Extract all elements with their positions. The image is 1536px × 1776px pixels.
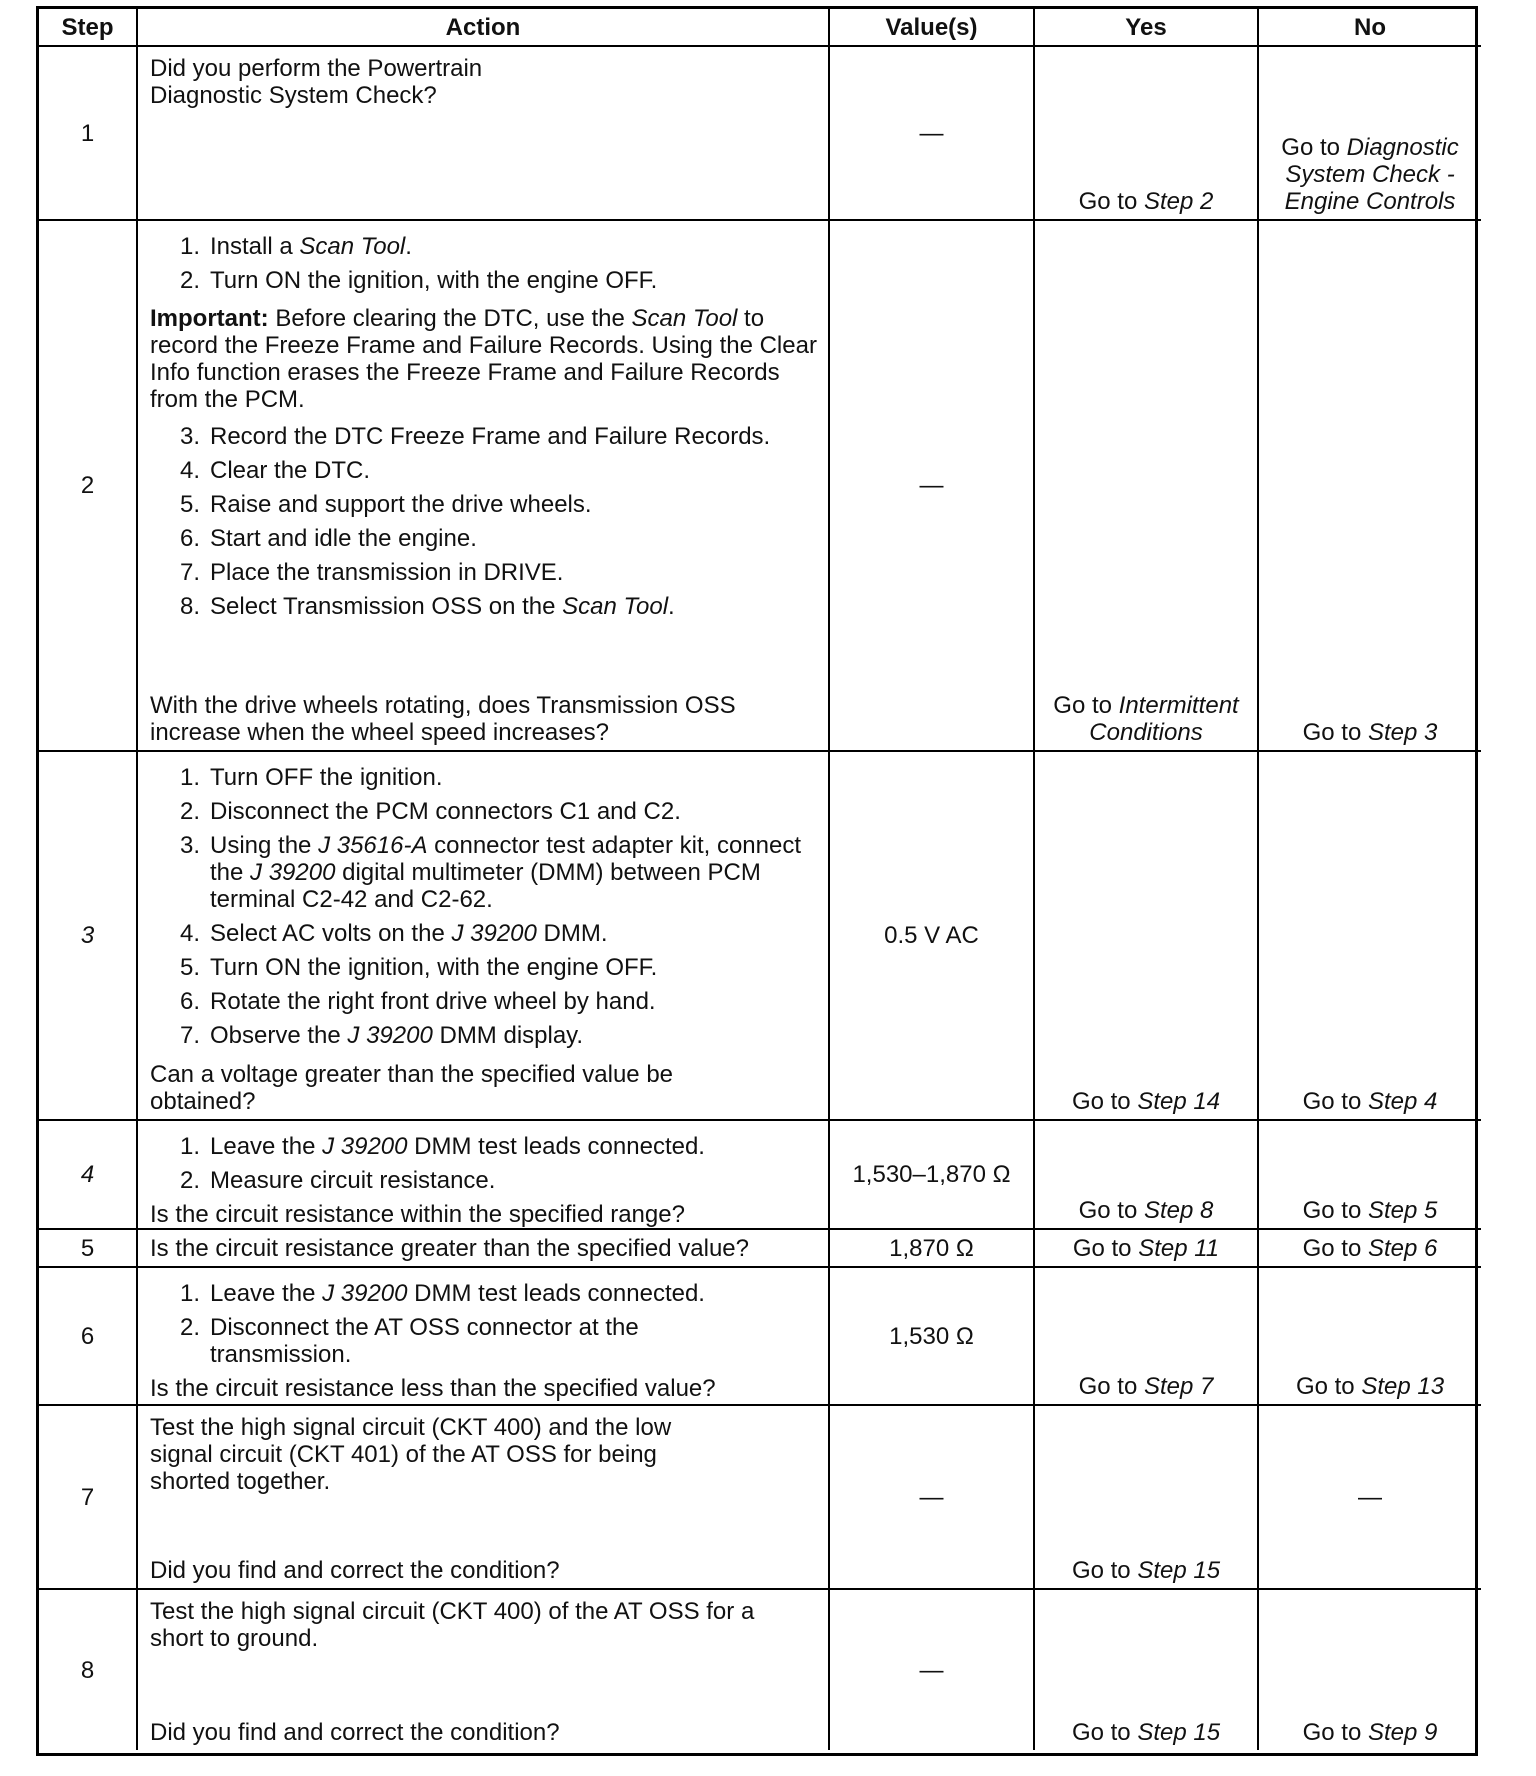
- value-cell: 1,530–1,870 Ω: [830, 1121, 1035, 1230]
- list-item: 2. Measure circuit resistance.: [179, 1167, 496, 1194]
- no-prefix: Go to: [1295, 1373, 1362, 1400]
- yes-prefix: Go to: [1071, 1088, 1138, 1115]
- no-prefix: Go to: [1302, 1197, 1368, 1224]
- action-text: Test the high signal circuit (CKT 400) and the low signal circuit (CKT 401) of the AT OSS for being shorted together.: [150, 1414, 672, 1495]
- no-ref[interactable]: Step 6: [1367, 1234, 1438, 1262]
- action-cell: [138, 221, 830, 752]
- no-prefix: Go to: [1302, 719, 1368, 746]
- step-number: 3: [39, 752, 138, 1121]
- list-item: 6. Start and idle the engine.: [179, 525, 477, 552]
- important-note: Important: Before clearing the DTC, use the Scan Tool to record the Freeze Frame and Failure Records. Using the Clear Info function erases the Freeze Frame and Failure Records from the PCM.: [150, 305, 817, 413]
- no-prefix: Go to: [1302, 1088, 1368, 1115]
- list-item: 5. Turn ON the ignition, with the engine OFF.: [179, 954, 658, 981]
- value-cell: 1,870 Ω: [830, 1230, 1035, 1268]
- yes-prefix: Go to: [1071, 1719, 1138, 1746]
- yes-ref[interactable]: Step 2: [1143, 188, 1214, 215]
- no-cell: [1259, 752, 1481, 1121]
- no-ref[interactable]: Step 13: [1361, 1373, 1445, 1400]
- step-number: 8: [39, 1590, 138, 1750]
- question-text: With the drive wheels rotating, does Transmission OSS increase when the wheel speed increases?: [150, 692, 736, 746]
- header-no: No: [1259, 9, 1481, 47]
- action-text: Did you perform the Powertrain Diagnostic System Check?: [150, 55, 483, 109]
- yes-cell: [1035, 47, 1259, 221]
- yes-ref[interactable]: Step 15: [1137, 1557, 1221, 1584]
- action-text: Test the high signal circuit (CKT 400) of the AT OSS for a short to ground.: [150, 1598, 755, 1652]
- yes-ref[interactable]: Step 7: [1143, 1373, 1214, 1400]
- no-cell: —: [1259, 1406, 1481, 1590]
- yes-ref[interactable]: Step 14: [1137, 1088, 1221, 1115]
- value-cell: —: [830, 221, 1035, 752]
- question-text: Did you find and correct the condition?: [150, 1557, 560, 1584]
- action-cell: [138, 1268, 830, 1406]
- action-cell: [138, 1121, 830, 1230]
- yes-cell: [1035, 1268, 1259, 1406]
- question-text: Is the circuit resistance within the specified range?: [150, 1201, 685, 1228]
- list-item: 1. Leave the J 39200 DMM test leads connected.: [179, 1280, 705, 1307]
- step-number: 7: [39, 1406, 138, 1590]
- value-cell: —: [830, 47, 1035, 221]
- yes-ref[interactable]: Intermittent Conditions: [1089, 692, 1239, 746]
- list-item: 3. Record the DTC Freeze Frame and Failure Records.: [179, 423, 771, 450]
- action-cell: [138, 1590, 830, 1750]
- value-cell: 0.5 V AC: [830, 752, 1035, 1121]
- no-ref[interactable]: Step 9: [1367, 1719, 1438, 1746]
- no-cell: [1259, 1268, 1481, 1406]
- question-text: Is the circuit resistance less than the specified value?: [150, 1375, 716, 1402]
- yes-prefix: Go to: [1053, 692, 1119, 719]
- no-ref[interactable]: Diagnostic System Check - Engine Controls: [1284, 134, 1459, 215]
- value-cell: —: [830, 1590, 1035, 1750]
- value-cell: 1,530 Ω: [830, 1268, 1035, 1406]
- step-number: 6: [39, 1268, 138, 1406]
- value-cell: —: [830, 1406, 1035, 1590]
- action-cell: [138, 752, 830, 1121]
- header-values: Value(s): [830, 9, 1035, 47]
- step-number: 5: [39, 1230, 138, 1268]
- no-cell: [1259, 1590, 1481, 1750]
- list-item: 4. Clear the DTC.: [179, 457, 371, 484]
- yes-prefix: Go to: [1071, 1557, 1138, 1584]
- list-item: 3. Using the J 35616-A connector test adapter kit, connect the J 39200 digital multimeter (DMM) between PCM terminal C2-42 and C2-62.: [179, 832, 802, 913]
- no-cell: [1259, 1121, 1481, 1230]
- list-item: 8. Select Transmission OSS on the Scan Tool.: [179, 593, 675, 620]
- yes-cell: [1035, 1121, 1259, 1230]
- header-step: Step: [39, 9, 138, 47]
- yes-ref[interactable]: Step 8: [1143, 1197, 1214, 1224]
- no-prefix: Go to: [1302, 1234, 1368, 1262]
- header-yes: Yes: [1035, 9, 1259, 47]
- yes-ref[interactable]: Step 15: [1137, 1719, 1221, 1746]
- yes-prefix: Go to: [1072, 1234, 1139, 1262]
- yes-cell: [1035, 1406, 1259, 1590]
- list-item: 2. Turn ON the ignition, with the engine OFF.: [179, 267, 658, 294]
- no-cell: [1259, 1230, 1481, 1268]
- procedure-list: [150, 760, 818, 1056]
- yes-prefix: Go to: [1078, 1373, 1144, 1400]
- no-prefix: Go to: [1281, 134, 1347, 161]
- action-cell: [138, 47, 830, 221]
- procedure-list: [150, 419, 818, 627]
- header-action: Action: [138, 9, 830, 47]
- procedure-list: [150, 1276, 818, 1375]
- question-text: Is the circuit resistance greater than the specified value?: [150, 1235, 749, 1262]
- list-item: 1. Install a Scan Tool.: [179, 233, 412, 260]
- yes-ref[interactable]: Step 11: [1138, 1234, 1220, 1262]
- question-text: Can a voltage greater than the specified value be obtained?: [150, 1061, 674, 1115]
- no-ref[interactable]: Step 4: [1367, 1088, 1438, 1115]
- no-ref[interactable]: Step 3: [1367, 719, 1438, 746]
- action-cell: [138, 1230, 830, 1268]
- action-cell: [138, 1406, 830, 1590]
- step-number: 2: [39, 221, 138, 752]
- list-item: 6. Rotate the right front drive wheel by hand.: [179, 988, 656, 1015]
- list-item: 5. Raise and support the drive wheels.: [179, 491, 592, 518]
- question-text: Did you find and correct the condition?: [150, 1719, 560, 1746]
- list-item: 2. Disconnect the AT OSS connector at the transmission.: [179, 1314, 639, 1368]
- step-number: 4: [39, 1121, 138, 1230]
- yes-prefix: Go to: [1078, 188, 1144, 215]
- no-ref[interactable]: Step 5: [1367, 1197, 1438, 1224]
- list-item: 7. Place the transmission in DRIVE.: [179, 559, 564, 586]
- list-item: 2. Disconnect the PCM connectors C1 and C2.: [179, 798, 681, 825]
- yes-cell: [1035, 221, 1259, 752]
- yes-prefix: Go to: [1078, 1197, 1144, 1224]
- procedure-list: [150, 229, 818, 301]
- list-item: 4. Select AC volts on the J 39200 DMM.: [179, 920, 608, 947]
- list-item: 7. Observe the J 39200 DMM display.: [179, 1022, 584, 1049]
- yes-cell: [1035, 1590, 1259, 1750]
- step-number: 1: [39, 47, 138, 221]
- procedure-list: [150, 1129, 818, 1201]
- no-prefix: Go to: [1302, 1719, 1368, 1746]
- no-cell: [1259, 47, 1481, 221]
- yes-cell: [1035, 1230, 1259, 1268]
- no-cell: [1259, 221, 1481, 752]
- diagnostic-table: [36, 6, 1478, 1756]
- list-item: 1. Leave the J 39200 DMM test leads connected.: [179, 1133, 705, 1160]
- yes-cell: [1035, 752, 1259, 1121]
- list-item: 1. Turn OFF the ignition.: [179, 764, 443, 791]
